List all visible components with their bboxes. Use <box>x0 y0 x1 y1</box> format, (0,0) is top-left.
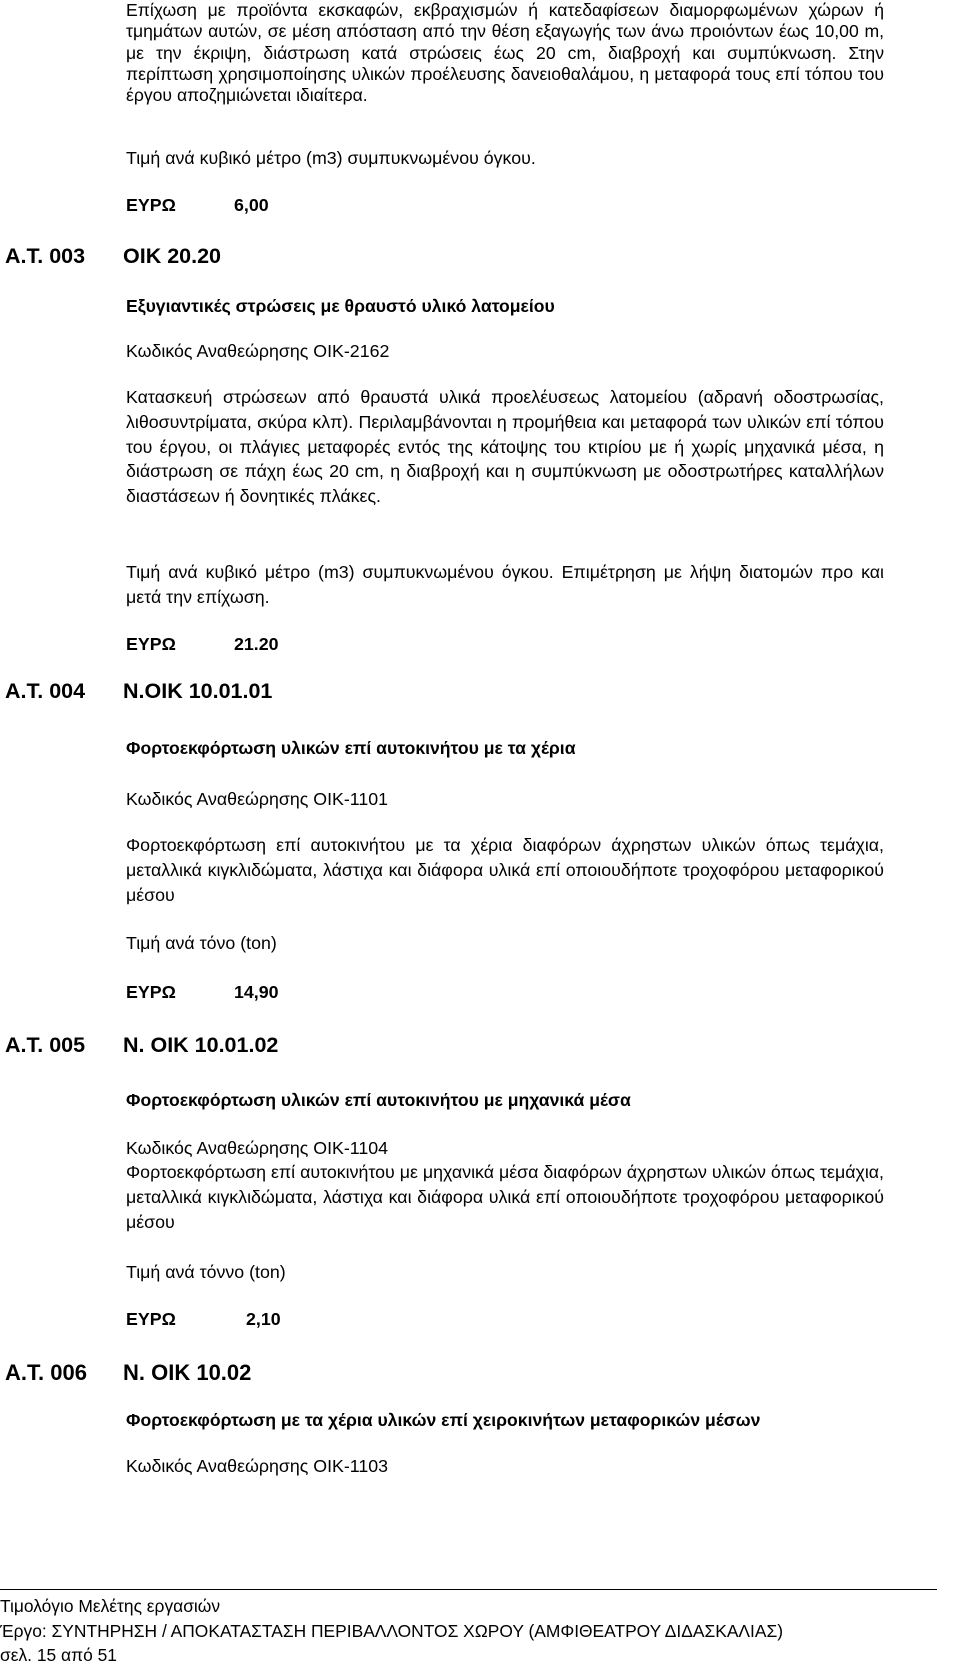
footer-page-number: σελ. 15 από 51 <box>0 1645 117 1665</box>
item-number: Α.Τ. 003 <box>5 244 86 268</box>
item-description: Φορτοεκφόρτωση επί αυτοκινήτου με τα χέρια διαφόρων άχρηστων υλικών όπως τεμάχια, μεταλλικά κιγκλιδώματα, λάστιχα και διάφορα υλικά επί οποιουδήποτε τροχοφόρου μεταφορικού μέσου <box>126 835 884 905</box>
item-price-row <box>126 634 279 655</box>
item-header <box>5 679 272 704</box>
item-unit-price: Τιμή ανά τόννο (ton) <box>126 1262 286 1282</box>
revision-code: Κωδικός Αναθεώρησης ΟΙΚ-1104 <box>126 1138 389 1158</box>
item-code: ΟΙΚ 20.20 <box>123 244 221 268</box>
item-unit-price: Τιμή ανά κυβικό μέτρο (m3) συμπυκνωμένου όγκου. Επιμέτρηση με λήψη διατομών προ και μετά την επίχωση. <box>126 562 884 607</box>
item-header <box>5 244 221 269</box>
item-number: Α.Τ. 004 <box>5 679 86 703</box>
price-value: 2,10 <box>246 1309 281 1329</box>
price-value: 14,90 <box>234 982 279 1002</box>
item-title: Εξυγιαντικές στρώσεις με θραυστό υλικό λατομείου <box>126 296 555 316</box>
intro-description: Επίχωση με προϊόντα εκσκαφών, εκβραχισμών ή κατεδαφίσεων διαμορφωμένων χώρων ή τμημάτων αυτών, σε μέση απόσταση από την θέση εξαγωγής των άνω προιόντων έως 10,00 m, με την έκριψη, διάστρωση κατά στρώσεις έως 20 cm, διαβροχή και συμπύκνωση. Στην περίπτωση χρησιμοποίησης υλικών προέλευσης δανειοθαλάμου, η μεταφορά τους επί τόπου του έργου αποζημιώνεται ιδιαίτερα. <box>126 0 884 106</box>
item-title: Φορτοεκφόρτωση υλικών επί αυτοκινήτου με τα χέρια <box>126 738 576 758</box>
item-number: Α.Τ. 005 <box>5 1033 86 1057</box>
item-unit-price: Τιμή ανά τόνο (ton) <box>126 933 277 953</box>
item-title: Φορτοεκφόρτωση με τα χέρια υλικών επί χειροκινήτων μεταφορικών μέσων <box>126 1410 761 1430</box>
footer-title: Τιμολόγιο Μελέτης εργασιών <box>0 1596 221 1616</box>
price-value: 21.20 <box>234 634 279 654</box>
item-code: Ν.ΟΙΚ 10.01.01 <box>123 679 273 703</box>
item-header <box>5 1033 278 1058</box>
item-code: Ν. ΟΙΚ 10.02 <box>123 1360 252 1385</box>
item-header <box>5 1360 251 1386</box>
revision-code: Κωδικός Αναθεώρησης ΟΙΚ-2162 <box>126 341 390 361</box>
item-description: Κατασκευή στρώσεων από θραυστά υλικά προελέυσεως λατομείου (αδρανή οδοστρωσίας, λιθοσυντρίματα, σκύρα κλπ). Περιλαμβάνονται η προμήθεια και μεταφορά των υλικών επί τόπου του έργου, οι πλάγιες μεταφορές εντός της κάτοψης του κτιρίου με ή χωρίς μηχανικά μέσα, η διάστρωση σε πάχη έως 20 cm, η διαβροχή και η συμπύκνωση με οδοστρωτήρες καταλλήλων διαστάσεων ή δονητικές πλάκες. <box>126 387 884 507</box>
revision-code: Κωδικός Αναθεώρησης ΟΙΚ-1101 <box>126 789 389 809</box>
item-number: Α.Τ. 006 <box>5 1360 87 1385</box>
footer-divider <box>0 1589 937 1590</box>
footer-project: Έργο: ΣΥΝΤΗΡΗΣΗ / ΑΠΟΚΑΤΑΣΤΑΣΗ ΠΕΡΙΒΑΛΛΟΝΤΟΣ ΧΩΡΟΥ (ΑΜΦΙΘΕΑΤΡΟΥ ΔΙΔΑΣΚΑΛΙΑΣ) <box>0 1621 784 1641</box>
revision-code: Κωδικός Αναθεώρησης ΟΙΚ-1103 <box>126 1456 389 1476</box>
item-code: Ν. ΟΙΚ 10.01.02 <box>123 1033 279 1057</box>
currency-label: ΕΥΡΩ <box>126 1309 176 1329</box>
currency-label: ΕΥΡΩ <box>126 982 176 1002</box>
currency-label: ΕΥΡΩ <box>126 195 176 215</box>
item-price-row <box>126 982 279 1003</box>
item-title: Φορτοεκφόρτωση υλικών επί αυτοκινήτου με μηχανικά μέσα <box>126 1090 631 1110</box>
intro-price-row <box>126 195 269 216</box>
price-value: 6,00 <box>234 195 269 215</box>
intro-unit-price: Τιμή ανά κυβικό μέτρο (m3) συμπυκνωμένου όγκου. <box>126 148 536 168</box>
currency-label: ΕΥΡΩ <box>126 634 176 654</box>
item-price-row <box>126 1309 281 1330</box>
item-description: Φορτοεκφόρτωση επί αυτοκινήτου με μηχανικά μέσα διαφόρων άχρηστων υλικών όπως τεμάχια, μεταλλικά κιγκλιδώματα, λάστιχα και διάφορα υλικά επί οποιουδήποτε τροχοφόρου μεταφορικού μέσου <box>126 1162 884 1232</box>
